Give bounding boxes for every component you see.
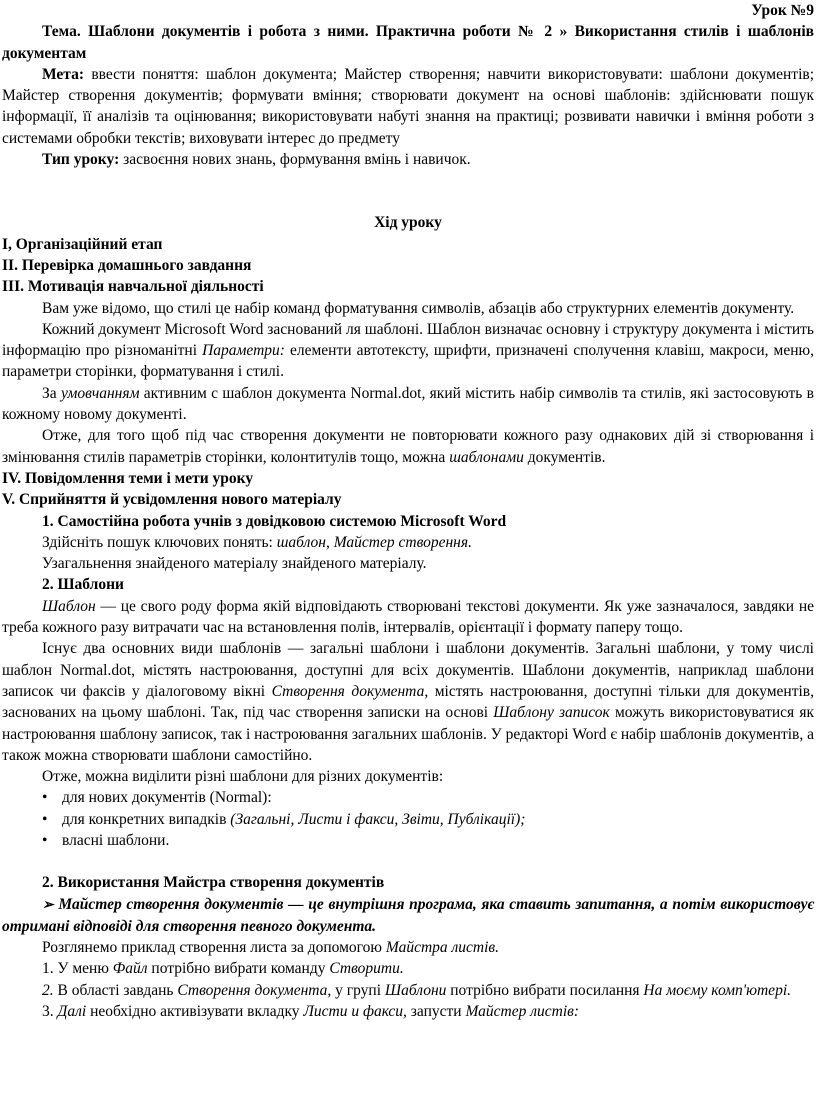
bullet-item <box>2 809 814 830</box>
text-run: За <box>42 384 61 402</box>
wizard-term: Майстра листів. <box>385 939 500 957</box>
bullet-text: для нових документів (Normal): <box>62 789 272 807</box>
section-1-search-line <box>2 532 814 553</box>
lesson-type-label: Тип уроку: <box>42 151 120 169</box>
text-run: елементи автотексту, шрифти, призначені сполучення клавіш, макроси, меню, параметри сторінки, форматування і стилі. <box>2 342 814 381</box>
spacer <box>2 191 814 212</box>
text-run: Розглянемо приклад створення листа за допомогою <box>42 939 386 957</box>
topic-text: Шаблони документів і робота з ними. Практична роботи № 2 » Використання стилів і шаблонів документам <box>2 23 814 62</box>
step-number: 2. <box>42 981 54 999</box>
tab-term: Листи и факси, <box>303 1003 407 1021</box>
text-run: Отже, для того щоб під час створення документи не повторювати кожного разу однакових дій зі створювання і змінювання стилів параметрів сторінки, колонтитулів тощо, можна <box>2 427 814 466</box>
text-run: Здійсніть пошук ключових понять: <box>42 533 277 551</box>
text-run: потрібно вибрати посилання <box>446 981 644 999</box>
templates-paragraph-1 <box>2 596 814 639</box>
text-run: у групі <box>331 981 385 999</box>
templates-paragraph-3: Отже, можна виділити різні шаблони для різних документів: <box>42 768 444 786</box>
arrow-icon: ➢ <box>42 897 54 913</box>
stage-2-heading: ІІ. Перевірка домашнього завдання <box>2 256 252 274</box>
text-run: необхідно активізувати вкладку <box>86 1003 304 1021</box>
course-heading: Хід уроку <box>374 214 442 232</box>
step-2 <box>2 980 814 1001</box>
text-run: документів. <box>523 448 606 466</box>
memo-term: Шаблону записок <box>493 704 610 722</box>
text-run: — це свого роду форма якій відповідають створювані текстові документи. Як уже зазначалося, завдяки не треба кожного разу витрачати час на встановлення полів, інтервалів, орієнтації і формату паперу тощо. <box>2 597 814 637</box>
group-term: Шаблони <box>384 981 447 999</box>
text-run: Кожний документ Microsoft Word заснований ля шаблоні. Шаблон визначає основну і структуру документа і містить інформацію про різноманітні <box>2 320 814 360</box>
spacer <box>2 851 814 872</box>
bullet-icon: • <box>42 810 48 828</box>
pane-term: Створення документа, <box>177 981 332 999</box>
motivation-paragraph-3 <box>2 383 814 426</box>
step-1 <box>2 958 814 979</box>
dialog-term: Створення документа, <box>271 682 429 700</box>
goal-paragraph <box>2 64 814 149</box>
text-run: активним с шаблон документа Normal.dot, який містить набір символів та стилів, які застосовують в кожному новому документі. <box>2 384 814 424</box>
goal-text: ввести поняття: шаблон документа; Майстер створення; навчити використовувати: шаблони документів; Майстер створення документів; формувати вміння; створювати документ на основі шаблонів: здійснювати пошук інформації, її аналізів та оцінювання; використовувати набуті знання на практиці; розвивати навички і вміння роботи з системами обробки текстів; виховувати інтерес до предмету <box>2 65 814 147</box>
motivation-paragraph-4 <box>2 425 814 468</box>
bullet-text: власні шаблони. <box>62 831 170 849</box>
spacer <box>2 170 814 191</box>
text-run: містять настроювання, доступні тільки для документів, заснованих на цьому шаблоні. Так, під час створення записки на основі <box>2 682 814 722</box>
topic-paragraph <box>2 21 814 64</box>
next-term: Далі <box>53 1003 87 1021</box>
default-term: умовчанням <box>60 384 140 402</box>
wizard-definition <box>2 894 814 938</box>
wizard-intro <box>2 937 814 958</box>
motivation-paragraph-1: Вам уже відомо, що стилі це набір команд форматування символів, абзаців або структурних елементів документу. <box>42 299 795 317</box>
bullet-item <box>2 787 814 808</box>
term-template: шаблон <box>276 533 326 551</box>
params-term: Параметри: <box>202 342 285 360</box>
text-run: В області завдань <box>53 981 178 999</box>
text-run: , <box>325 533 334 551</box>
wizard-term: Майстер листів: <box>465 1003 580 1021</box>
lesson-type-paragraph <box>2 149 814 170</box>
text-run: запусти <box>406 1003 466 1021</box>
stage-5-heading: V. Сприйняття й усвідомлення нового матеріалу <box>2 491 342 509</box>
menu-term: Файл <box>112 960 148 978</box>
bullet-text: для конкретних випадків <box>62 810 231 828</box>
lesson-type-text: засвоєння нових знань, формування вмінь і навичок. <box>123 151 471 169</box>
term-wizard: Майстер створення. <box>333 533 472 551</box>
definition-text: Майстер створення документів — це внутрішня програма, яка ставить запитання, а потім використовує отримані відповіді для створення певного документа. <box>2 895 814 935</box>
text-run: потрібно вибрати команду <box>147 960 330 978</box>
templates-term: шаблонами <box>449 448 524 466</box>
stage-4-heading: IV. Повідомлення теми і мети уроку <box>2 469 254 487</box>
templates-paragraph-2 <box>2 638 814 766</box>
text-run: Існує два основних види шаблонів — загальні шаблони і шаблони документів. Загальні шаблони, у тому числі шаблон Normal.dot, містять настроювання, доступні для всіх документів. Шаблони документів, наприклад шаблони записок чи факсів у діалоговому вікні <box>2 640 814 700</box>
command-term: Створити. <box>329 960 404 978</box>
link-term: На моєму комп'ютері. <box>643 981 791 999</box>
step-number: 1. <box>42 960 54 978</box>
stage-3-heading: ІІІ. Мотивація навчальної діяльності <box>2 278 264 296</box>
section-1-title: 1. Самостійна робота учнів з довідковою системою Microsoft Word <box>42 512 507 530</box>
section-3-title: 2. Використання Майстра створення документів <box>42 874 385 892</box>
topic-label: Тема. <box>42 23 81 41</box>
section-1-summary-line: Узагальнення знайденого матеріалу знайденого матеріалу. <box>42 555 427 573</box>
step-number: 3. <box>42 1003 54 1021</box>
template-term: Шаблон <box>42 597 96 615</box>
stage-1-heading: І, Організаційний етап <box>2 235 163 253</box>
step-3 <box>2 1001 814 1022</box>
bullet-icon: • <box>42 789 48 807</box>
section-2-title: 2. Шаблони <box>42 576 124 594</box>
bullet-item <box>2 830 814 851</box>
bullet-icon: • <box>42 831 48 849</box>
bullet-text-italic: (Загальні, Листи і факси, Звіти, Публікації); <box>230 810 526 828</box>
motivation-paragraph-2 <box>2 319 814 383</box>
goal-label: Мета: <box>42 65 85 83</box>
text-run: можуть використовуватися як настроювання шаблону записок, так і настроювання загальних шаблонів. У редакторі Word є набір шаблонів документів, а також можна створювати шаблони самостійно. <box>2 704 815 764</box>
text-run: У меню <box>53 960 113 978</box>
lesson-number: Урок №9 <box>751 2 814 19</box>
